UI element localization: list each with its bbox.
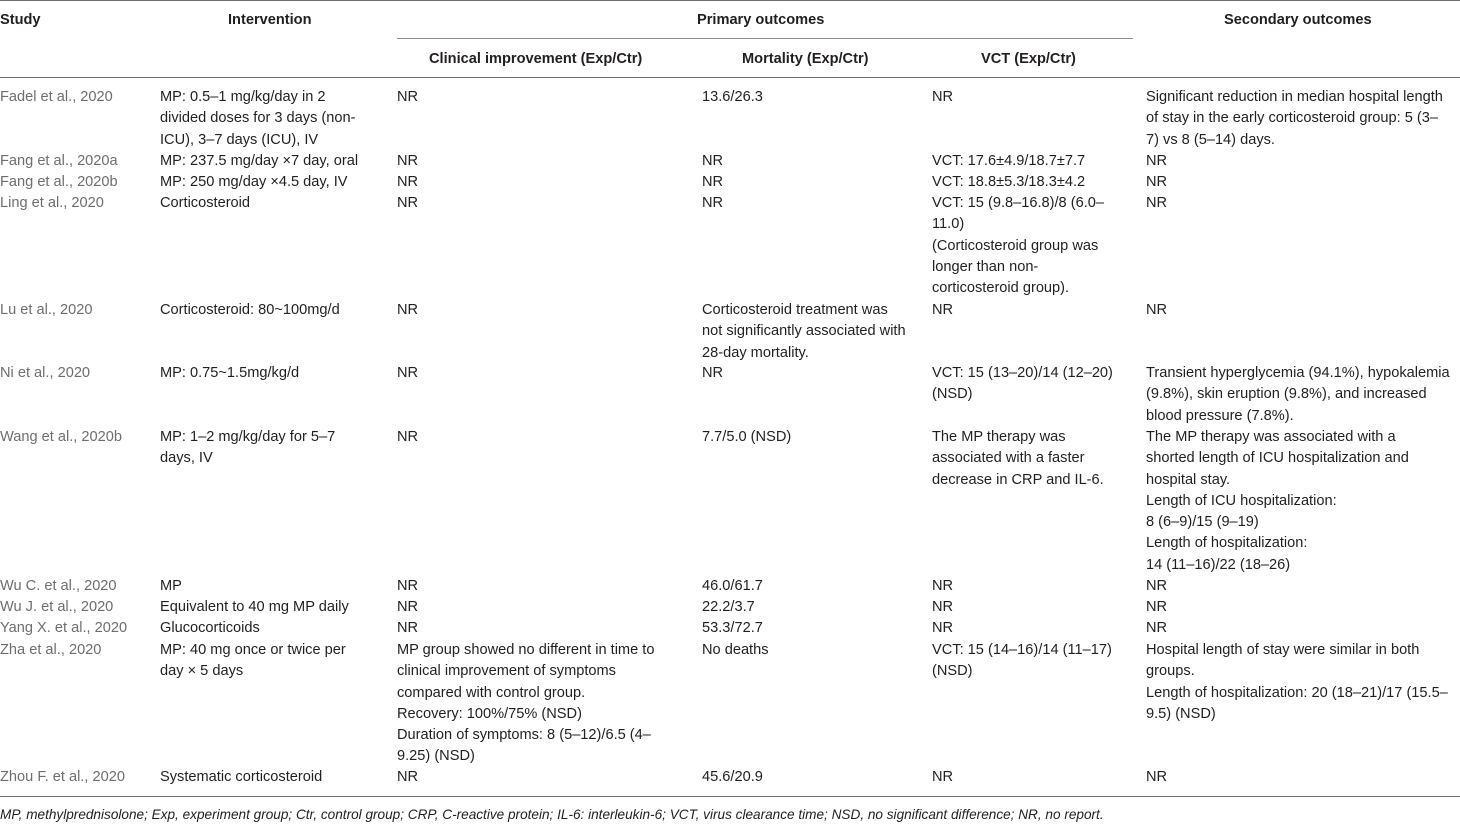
cell-intervention: MP: 1–2 mg/kg/day for 5–7 days, IV [160,429,336,467]
cell-mortality: 45.6/20.9 [702,769,763,785]
cell-vct: NR [932,302,954,318]
cell-vct: The MP therapy was associated with a faster decrease in CRP and IL-6. [932,429,1104,488]
cell-intervention: Equivalent to 40 mg MP daily [160,599,349,615]
cell-study: Yang X. et al., 2020 [0,620,128,636]
cell-clinical: NR [397,620,419,636]
cell-study: Zhou F. et al., 2020 [0,769,125,785]
cell-study: Zha et al., 2020 [0,642,102,658]
cell-clinical: NR [397,302,419,318]
cell-intervention: MP: 0.5–1 mg/kg/day in 2 divided doses for 3 days (non- ICU), 3–7 days (ICU), IV [160,89,356,148]
cell-intervention: MP: 40 mg once or twice per day × 5 days [160,642,346,680]
cell-study: Lu et al., 2020 [0,302,93,318]
cell-mortality: 46.0/61.7 [702,578,763,594]
cell-vct: VCT: 15 (14–16)/14 (11–17) (NSD) [932,642,1112,680]
cell-vct: NR [932,769,954,785]
cell-vct: NR [932,599,954,615]
cell-secondary: NR [1146,153,1168,169]
cell-clinical: NR [397,195,419,211]
cell-secondary: NR [1146,578,1168,594]
cell-secondary: NR [1146,302,1168,318]
cell-clinical: MP group showed no different in time to clinical improvement of symptoms compared with control group. Recovery: 100%/75% (NSD) Duration of symptoms: 8 (5–12)/6.5 (4– 9.25) (NSD) [397,642,655,765]
cell-intervention: Glucocorticoids [160,620,260,636]
top-rule [0,0,1460,1]
header-study: Study [0,12,41,28]
cell-clinical: NR [397,578,419,594]
cell-vct: VCT: 17.6±4.9/18.7±7.7 [932,153,1086,169]
cell-vct: NR [932,578,954,594]
cell-secondary: Hospital length of stay were similar in both groups. Length of hospitalization: 20 (18–21)/17 (15.5– 9.5) (NSD) [1146,642,1448,722]
cell-study: Ling et al., 2020 [0,195,104,211]
header-clinical-improvement: Clinical improvement (Exp/Ctr) [429,51,643,67]
cell-secondary: NR [1146,195,1168,211]
cell-vct: NR [932,89,954,105]
cell-mortality: 53.3/72.7 [702,620,763,636]
cell-intervention: MP [160,578,182,594]
cell-secondary: The MP therapy was associated with a shorted length of ICU hospitalization and hospital stay. Length of ICU hospitalization: 8 (6–9)/15 (9–19) Length of hospitalization: 14 (11–16)/22 (18–26) [1146,429,1409,573]
header-bottom-rule [0,77,1460,78]
cell-intervention: Corticosteroid: 80~100mg/d [160,302,340,318]
cell-vct: VCT: 15 (13–20)/14 (12–20) (NSD) [932,365,1113,403]
cell-clinical: NR [397,365,419,381]
cell-clinical: NR [397,769,419,785]
cell-secondary: Transient hyperglycemia (94.1%), hypokalemia (9.8%), skin eruption (9.8%), and increased blood pressure (7.8%). [1146,365,1450,424]
cell-study: Fang et al., 2020b [0,174,118,190]
cell-mortality: Corticosteroid treatment was not significantly associated with 28-day mortality. [702,302,906,361]
cell-study: Fang et al., 2020a [0,153,118,169]
cell-study: Wu C. et al., 2020 [0,578,117,594]
header-primary-outcomes: Primary outcomes [697,12,825,28]
cell-clinical: NR [397,174,419,190]
cell-secondary: NR [1146,620,1168,636]
cell-clinical: NR [397,429,419,445]
cell-vct: VCT: 15 (9.8–16.8)/8 (6.0– 11.0) (Corticosteroid group was longer than non- corticosteroid group). [932,195,1104,297]
cell-mortality: NR [702,153,724,169]
cell-secondary: NR [1146,174,1168,190]
header-vct: VCT (Exp/Ctr) [981,51,1076,67]
cell-secondary: NR [1146,769,1168,785]
cell-study: Fadel et al., 2020 [0,89,113,105]
cell-mortality: 22.2/3.7 [702,599,755,615]
header-intervention: Intervention [228,12,312,28]
header-mortality: Mortality (Exp/Ctr) [742,51,869,67]
cell-clinical: NR [397,153,419,169]
cell-intervention: MP: 250 mg/day ×4.5 day, IV [160,174,348,190]
cell-clinical: NR [397,89,419,105]
cell-mortality: NR [702,365,724,381]
cell-mortality: NR [702,195,724,211]
cell-mortality: NR [702,174,724,190]
cell-intervention: Corticosteroid [160,195,251,211]
primary-subheader-rule [397,38,1133,39]
cell-intervention: MP: 237.5 mg/day ×7 day, oral [160,153,359,169]
cell-study: Wang et al., 2020b [0,429,122,445]
table-footnote: MP, methylprednisolone; Exp, experiment group; Ctr, control group; CRP, C-reactive protein; IL-6: interleukin-6; VCT, virus clearance time; NSD, no significant difference; NR, no report. [0,807,1104,822]
cell-study: Ni et al., 2020 [0,365,91,381]
cell-clinical: NR [397,599,419,615]
bottom-rule [0,796,1460,797]
cell-intervention: MP: 0.75~1.5mg/kg/d [160,365,300,381]
cell-study: Wu J. et al., 2020 [0,599,114,615]
cell-vct: VCT: 18.8±5.3/18.3±4.2 [932,174,1086,190]
cell-intervention: Systematic corticosteroid [160,769,323,785]
cell-mortality: 7.7/5.0 (NSD) [702,429,792,445]
cell-vct: NR [932,620,954,636]
cell-mortality: No deaths [702,642,769,658]
cell-secondary: Significant reduction in median hospital length of stay in the early corticosteroid group: 5 (3– 7) vs 8 (5–14) days. [1146,89,1443,148]
cell-mortality: 13.6/26.3 [702,89,763,105]
cell-secondary: NR [1146,599,1168,615]
header-secondary-outcomes: Secondary outcomes [1224,12,1372,28]
